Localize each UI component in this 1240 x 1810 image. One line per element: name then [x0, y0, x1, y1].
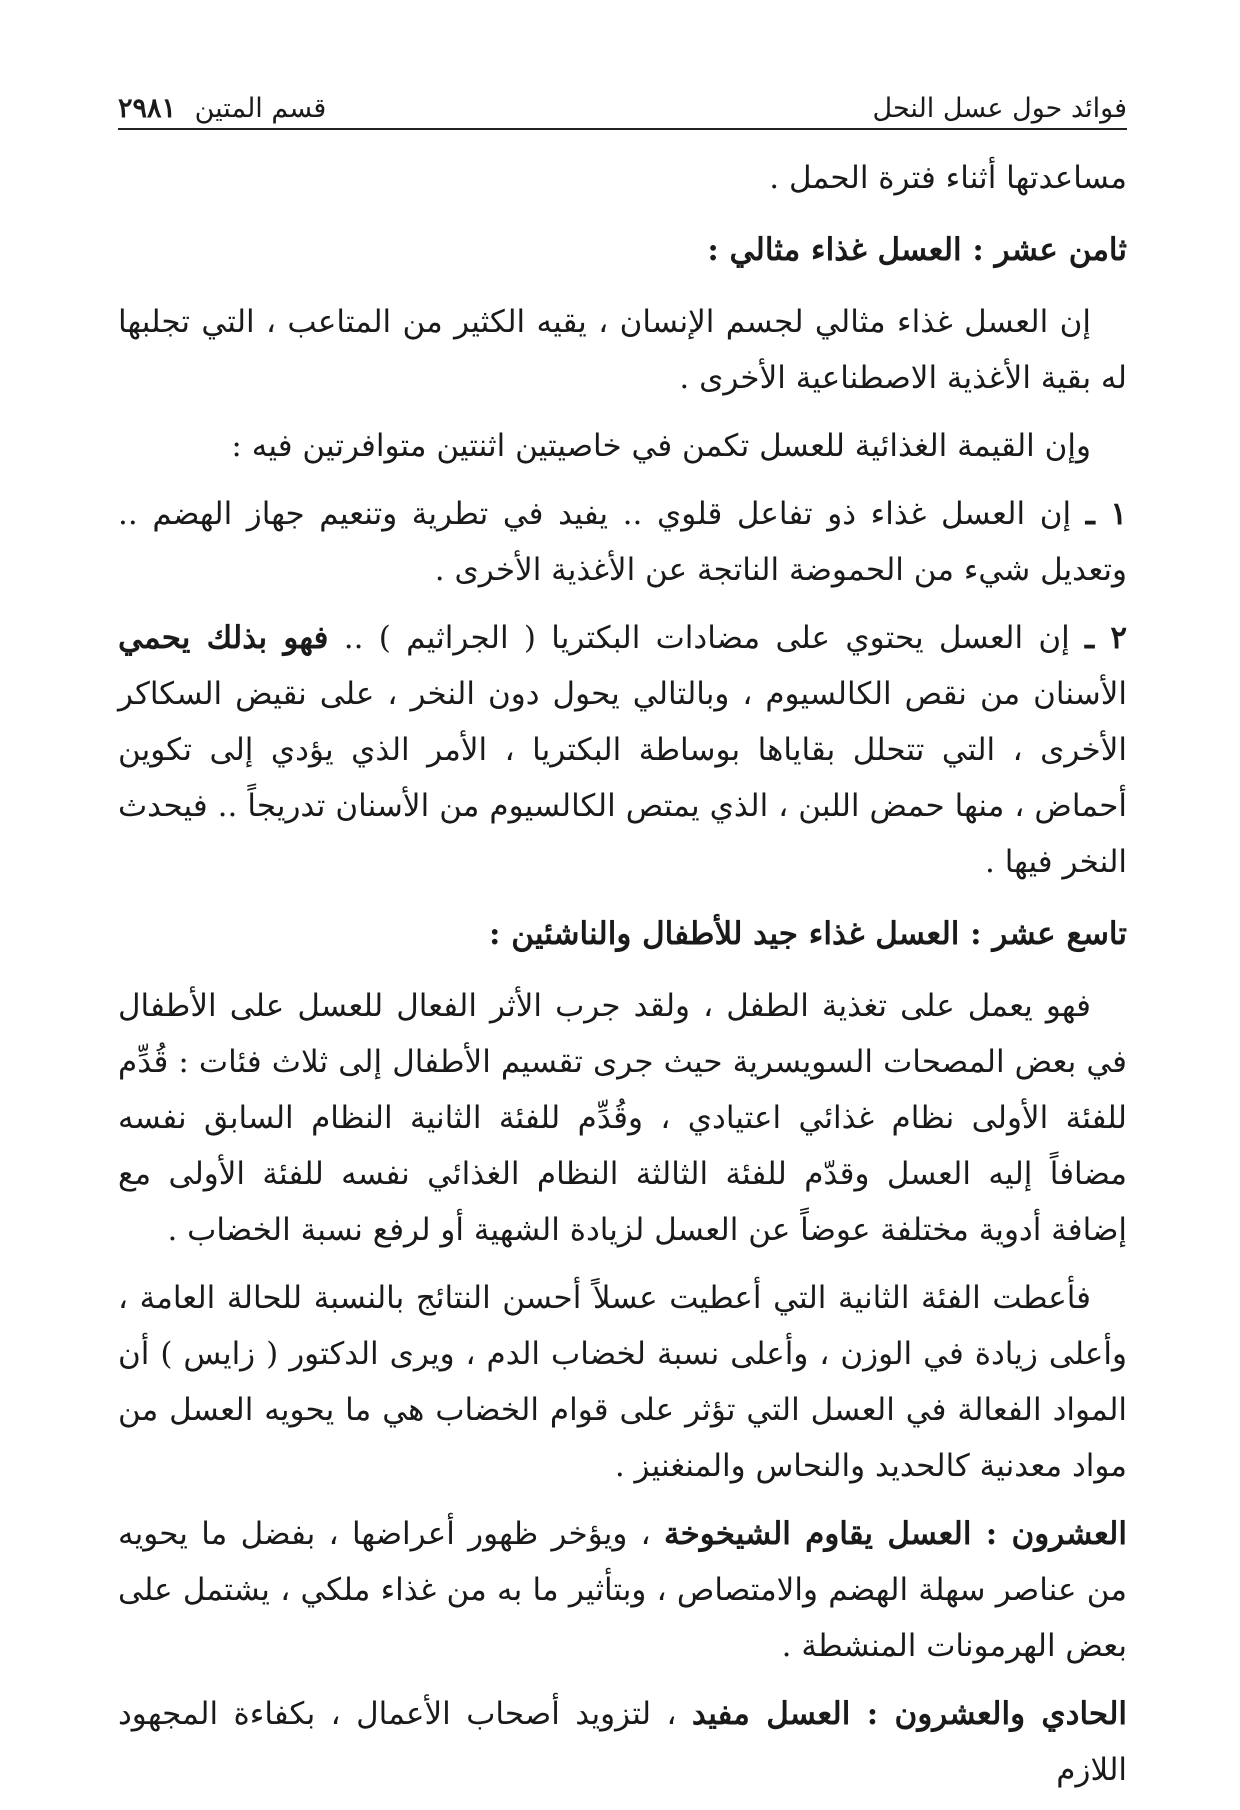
heading-eighteenth [118, 222, 1127, 278]
heading-title: العسل مفيد [691, 1696, 851, 1732]
header-rule [118, 128, 1127, 130]
list-item-text: الأسنان من نقص الكالسيوم ، وبالتالي يحول دون النخر ، على نقيض السكاكر الأخرى ، التي تتحلل بقاياها بوساطة البكتريا ، الأمر الذي يؤدي إلى تكوين أحماض ، منها حمض اللبن ، الذي يمتص الكالسيوم من الأسنان تدريجاً .. فيحدث النخر فيها . [118, 676, 1127, 880]
paragraph-text: ، لتزويد أصحاب الأعمال ، بكفاءة المجهود اللازم [118, 1696, 1127, 1788]
running-title: فوائد حول عسل النحل [872, 93, 1127, 124]
section-name: قسم المتين [194, 93, 327, 124]
paragraph-twenty-first [118, 1686, 1127, 1798]
list-item-number: ١ ـ [1085, 496, 1128, 532]
list-item-text: إن العسل يحتوي على مضادات البكتريا ( الجراثيم ) .. [328, 620, 1086, 656]
list-item-1 [118, 486, 1127, 598]
paragraph: فأعطت الفئة الثانية التي أعطيت عسلاً أحسن النتائج بالنسبة للحالة العامة ، وأعلى زيادة في الوزن ، وأعلى نسبة لخضاب الدم ، ويرى الدكتور ( زايس ) أن المواد الفعالة في العسل التي تؤثر على قوام الخضاب هي ما يحويه العسل من مواد معدنية كالحديد والنحاس والمنغنيز . [118, 1280, 1127, 1484]
heading-nineteenth [118, 906, 1127, 962]
heading-number: العشرون : [971, 1516, 1127, 1552]
paragraph: فهو يعمل على تغذية الطفل ، ولقد جرب الأثر الفعال للعسل على الأطفال في بعض المصحات السويسرية حيث جرى تقسيم الأطفال إلى ثلاث فئات : قُدِّم للفئة الأولى نظام غذائي اعتيادي ، وقُدِّم للفئة الثانية النظام السابق نفسه مضافاً إليه العسل وقدّم للفئة الثالثة النظام الغذائي نفسه للفئة الأولى مع إضافة أدوية مختلفة عوضاً عن العسل لزيادة الشهية أو لرفع نسبة الخضاب . [118, 988, 1127, 1248]
list-item-text: إن العسل غذاء ذو تفاعل قلوي .. يفيد في تطرية وتنعيم جهاز الهضم .. وتعديل شيء من الحموضة الناتجة عن الأغذية الأخرى . [118, 496, 1127, 588]
heading-title: العسل غذاء جيد للأطفال والناشئين : [488, 916, 960, 952]
page-header [118, 80, 1127, 124]
heading-title: العسل غذاء مثالي : [707, 232, 962, 268]
list-item-emphasis: فهو بذلك يحمي [118, 620, 329, 656]
page-body [118, 150, 1127, 1810]
paragraph-continuation: مساعدتها أثناء فترة الحمل . [769, 160, 1127, 196]
list-item-number: ٢ ـ [1085, 620, 1128, 656]
heading-number: الحادي والعشرون : [850, 1696, 1127, 1732]
paragraph-twentieth [118, 1506, 1127, 1674]
section-page-label [118, 93, 326, 124]
heading-number: ثامن عشر : [961, 232, 1127, 268]
paragraph: إن العسل غذاء مثالي لجسم الإنسان ، يقيه الكثير من المتاعب ، التي تجلبها له بقية الأغذية الاصطناعية الأخرى . [118, 304, 1127, 396]
list-item-2 [118, 610, 1127, 890]
paragraph-text: ، ويؤخر ظهور أعراضها ، بفضل ما يحويه من عناصر سهلة الهضم والامتصاص ، وبتأثير ما به من غذاء ملكي ، يشتمل على بعض الهرمونات المنشطة . [118, 1516, 1127, 1664]
heading-title: العسل يقاوم الشيخوخة [664, 1516, 972, 1552]
heading-number: تاسع عشر : [959, 916, 1127, 952]
page-number: ٢٩٨١ [118, 93, 177, 124]
paragraph: وإن القيمة الغذائية للعسل تكمن في خاصيتين اثنتين متوافرتين فيه : [231, 428, 1091, 464]
